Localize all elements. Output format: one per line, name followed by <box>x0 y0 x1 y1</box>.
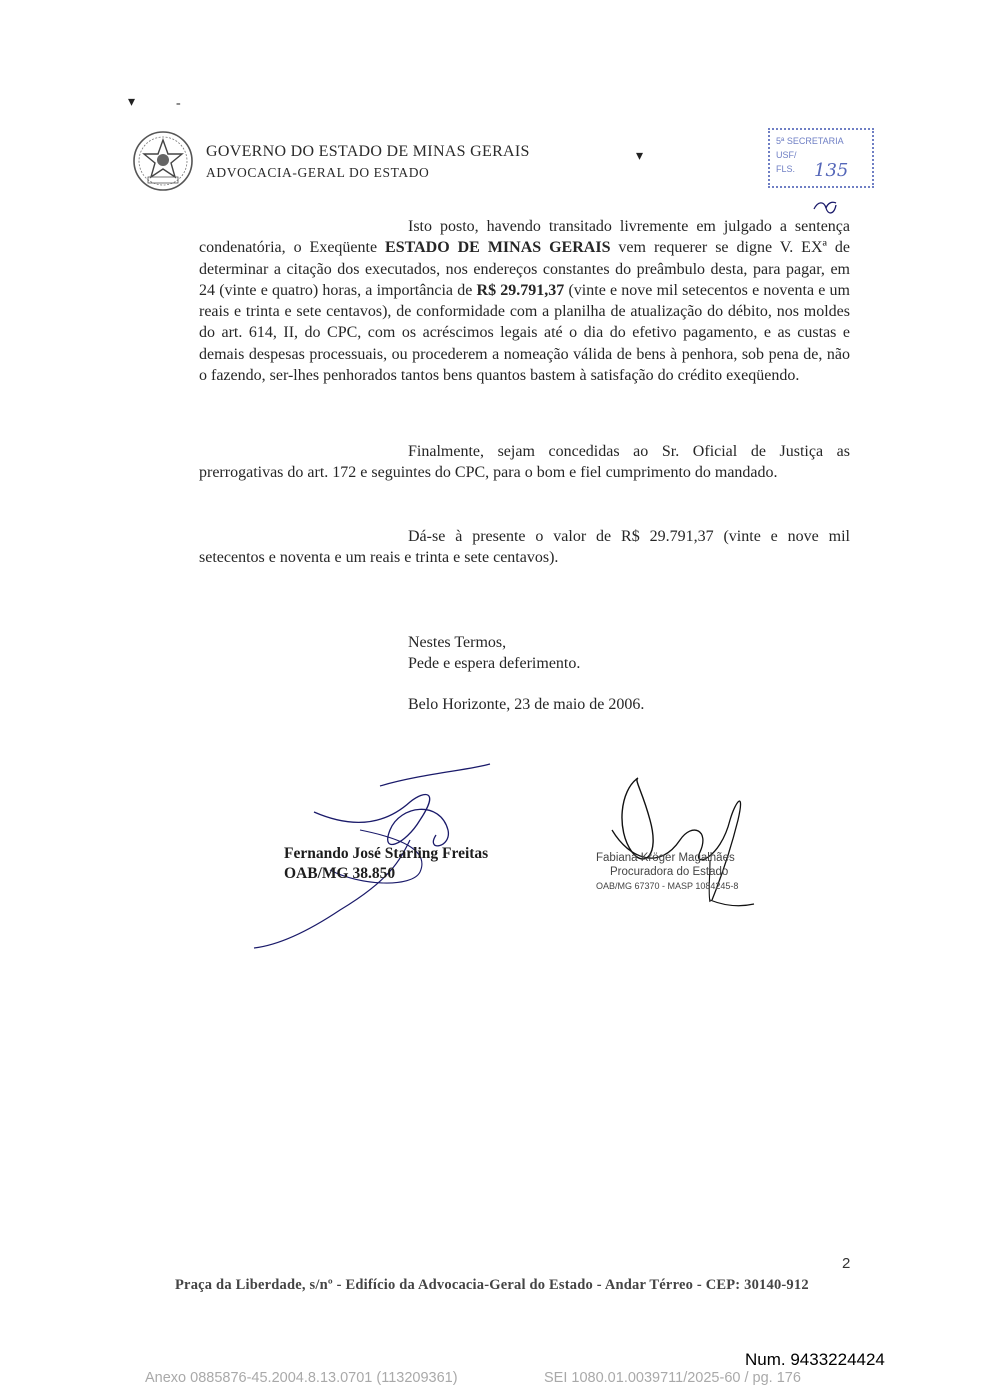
signatory-right-name: Fabiana Kröger Magalhães <box>596 852 735 864</box>
header-agency: ADVOCACIA-GERAL DO ESTADO <box>206 165 430 180</box>
closing-line-2: Pede e espera deferimento. <box>408 655 581 672</box>
page-number: 2 <box>842 1255 851 1272</box>
stamp-page-number: 135 <box>814 160 849 181</box>
document-number: Num. 9433224424 <box>745 1350 885 1369</box>
signatory-left-name: Fernando José Starling Freitas <box>284 845 489 862</box>
scan-mark: - <box>176 96 181 111</box>
sei-reference: SEI 1080.01.0039711/2025-60 / pg. 176 <box>544 1370 801 1386</box>
signatory-right-ids: OAB/MG 67370 - MASP 1084245-8 <box>596 881 739 891</box>
scan-mark: ▾ <box>636 149 644 164</box>
paragraph-officer: Finalmente, sejam concedidas ao Sr. Oficial de Justiça as prerrogativas do art. 172 e seguintes do CPC, para o bom e fiel cumprimento do mandado. <box>199 443 850 482</box>
header-government: GOVERNO DO ESTADO DE MINAS GERAIS <box>206 143 530 160</box>
coat-of-arms-seal-icon <box>132 130 194 192</box>
signatory-left-oab: OAB/MG 38.850 <box>284 865 396 882</box>
closing-line-1: Nestes Termos, <box>408 634 507 651</box>
signatory-right-title: Procuradora do Estado <box>610 866 729 878</box>
stamp-line-2: USF/ <box>776 150 797 160</box>
annex-reference: Anexo 0885876-45.2004.8.13.0701 (113209361) <box>145 1370 458 1386</box>
scan-mark: ▾ <box>128 95 136 110</box>
signatory-left <box>284 844 488 884</box>
footer-address: Praça da Liberdade, s/nº - Edifício da Advocacia-Geral do Estado - Andar Térreo - CEP: 30140-912 <box>175 1277 809 1293</box>
stamp-line-1: 5ª SECRETARIA <box>776 136 844 146</box>
creditor-name: ESTADO DE MINAS GERAIS <box>385 239 611 257</box>
handwritten-initial <box>812 199 838 217</box>
signatory-right <box>596 851 738 893</box>
protocol-stamp <box>768 128 874 188</box>
amount-bold: R$ 29.791,37 <box>476 281 565 299</box>
paragraph-value: Dá-se à presente o valor de R$ 29.791,37 (vinte e nove mil setecentos e noventa e um reais e trinta e sete centavos). <box>199 528 850 567</box>
place-date: Belo Horizonte, 23 de maio de 2006. <box>408 696 645 713</box>
paragraph-request: Isto posto, havendo transitado livremente em julgado a sentença condenatória, o Exeqüente ESTADO DE MINAS GERAIS vem requerer se digne V. EXª de determinar a citação dos executados, nos endereços constantes do preâmbulo desta, para pagar, em 24 (vinte e quatro) horas, a importância de R$ 29.791,37 (vinte e nove mil setecentos e noventa e um reais e trinta e sete centavos), de conformidade com a planilha de atualização do débito, nos moldes do art. 614, II, do CPC, com os acréscimos legais até o dia do efetivo pagamento, e as custas e demais despesas processuais, ou procederem a nomeação válida de bens à penhora, sob pena de, não o fazendo, ser-lhes penhorados tantos bens quantos bastem à satisfação do crédito exeqüendo. <box>199 218 851 385</box>
stamp-line-3: FLS. <box>776 164 796 174</box>
